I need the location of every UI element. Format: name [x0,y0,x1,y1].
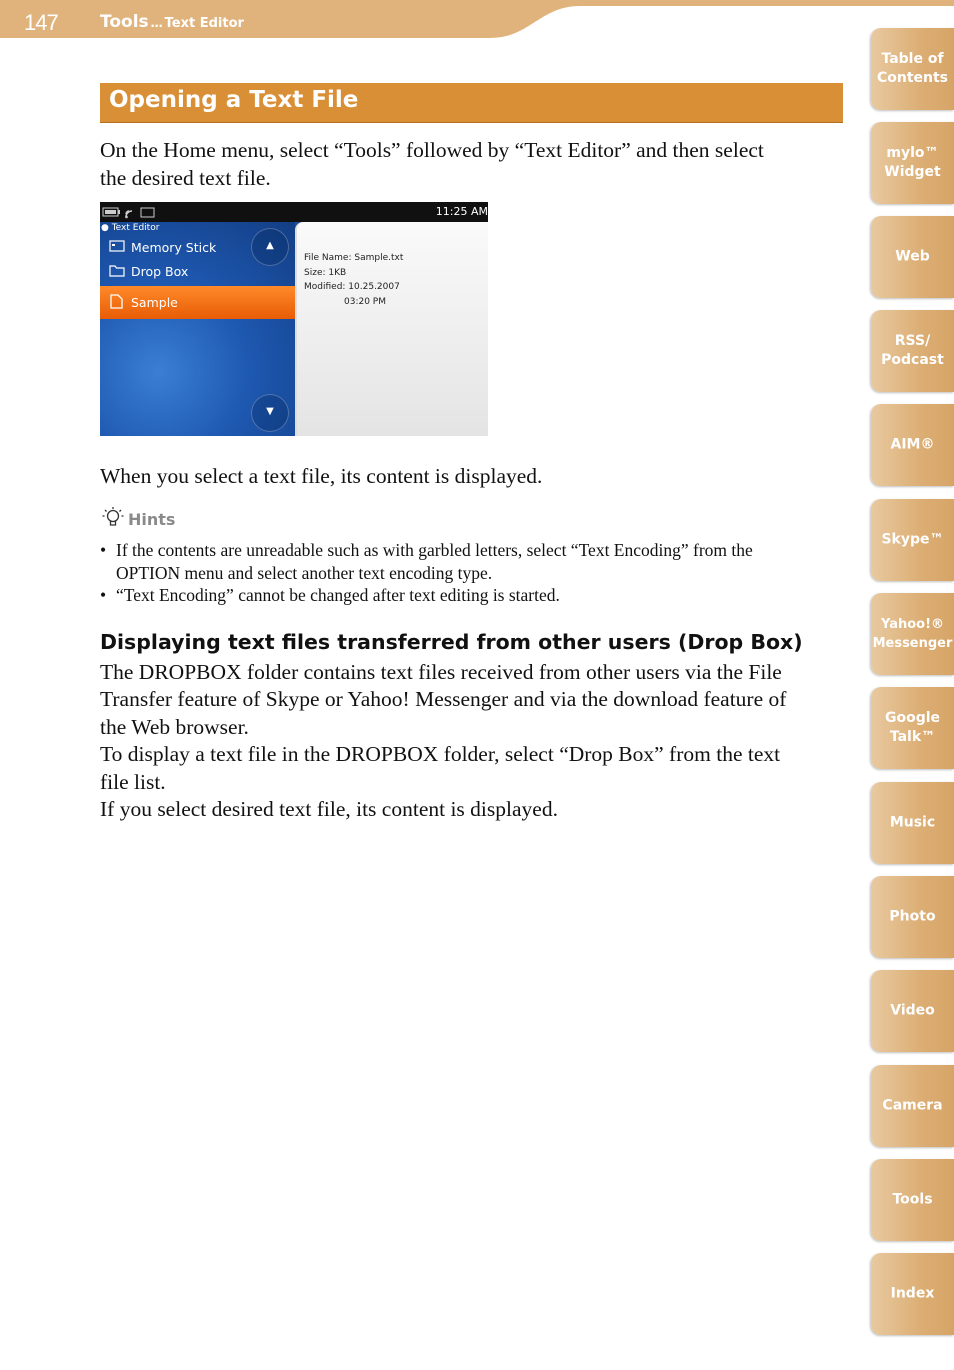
tab-google-talk[interactable] [871,687,954,769]
tab-label: Web [895,248,930,265]
file-modified-info: Modified: 10.25.2007 [304,282,400,292]
hints-title: Hints [128,510,176,529]
breadcrumb [100,12,244,32]
folder-icon [109,264,125,277]
body-line-2: Transfer feature of Skype or Yahoo! Messenger and via the download feature of [100,687,787,711]
list-item-drop-box[interactable]: Drop Box [131,264,189,279]
intro-line-2: the desired text file. [100,166,271,190]
result-text: When you select a text file, its content is displayed. [100,464,543,488]
hint-1-line-2: OPTION menu and select another text encoding type. [116,562,493,583]
tab-aim[interactable] [871,404,954,486]
app-title: ● Text Editor [101,223,160,233]
body-line-4: To display a text file in the DROPBOX folder, select “Drop Box” from the text [100,742,781,766]
body-line-1: The DROPBOX folder contains text files received from other users via the File [100,660,782,684]
tab-label: Photo [889,908,936,925]
tab-label: Camera [882,1097,943,1114]
bullet-dot: • [100,540,107,560]
tab-camera[interactable] [871,1065,954,1147]
tab-web[interactable] [871,216,954,298]
intro-line-1: On the Home menu, select “Tools” followed by “Text Editor” and then select [100,138,764,162]
tab-mylo-widget[interactable] [871,122,954,204]
breadcrumb-section: Tools [100,12,149,32]
file-modified-time: 03:20 PM [344,297,386,307]
tab-video[interactable] [871,970,954,1052]
document-icon [110,294,123,309]
status-bar [100,202,488,222]
section-heading: Opening a Text File [109,87,359,113]
hint-1-line-1: If the contents are unreadable such as with garbled letters, select “Text Encoding” from the [116,540,753,560]
breadcrumb-subsection: Text Editor [164,16,244,31]
scroll-down-icon[interactable]: ▼ [251,394,289,432]
tab-rss-podcast[interactable] [871,310,954,392]
subsection-heading: Displaying text files transferred from other users (Drop Box) [100,630,803,654]
memory-stick-icon [109,240,125,252]
body-line-6: If you select desired text file, its content is displayed. [100,797,558,821]
tab-yahoo-messenger[interactable] [871,593,954,675]
status-icons [100,202,160,222]
tab-label: Google Talk™ [884,710,941,745]
tab-label: RSS/ Podcast [881,333,944,368]
tab-label: Tools [892,1191,933,1208]
hint-2-line-1: “Text Encoding” cannot be changed after text editing is started. [116,585,560,605]
status-clock: 11:25 AM [435,205,488,218]
tab-label: AIM® [890,436,935,453]
page-header [0,0,954,40]
list-item-memory-stick[interactable]: Memory Stick [131,240,217,255]
tab-label: Music [889,814,936,831]
bullet-dot: • [100,585,107,605]
tab-label: mylo™ Widget [884,145,941,180]
list-item-sample[interactable]: Sample [131,295,178,310]
breadcrumb-separator: … [150,16,163,30]
file-name-info: File Name: Sample.txt [304,253,404,263]
tab-label: Skype™ [881,531,944,548]
section-heading-bar [100,83,843,123]
page-number: 147 [24,10,58,35]
body-line-3: the Web browser. [100,715,249,739]
tab-label: Video [890,1002,935,1019]
tab-music[interactable] [871,782,954,864]
hints-heading [100,506,175,530]
file-size-info: Size: 1KB [304,268,347,278]
tab-index[interactable] [871,1253,954,1335]
tab-skype[interactable] [871,499,954,581]
tab-table-of-contents[interactable] [871,28,954,110]
body-line-5: file list. [100,770,166,794]
tab-label: Yahoo!® Messenger [872,617,953,651]
tab-photo[interactable] [871,876,954,958]
lightbulb-icon [100,506,126,530]
tab-label: Table of Contents [876,51,949,86]
tab-label: Index [890,1285,935,1302]
tab-tools[interactable] [871,1159,954,1241]
scroll-up-icon[interactable]: ▲ [251,228,289,266]
device-screenshot [100,202,488,436]
selected-row-highlight[interactable] [100,286,295,319]
